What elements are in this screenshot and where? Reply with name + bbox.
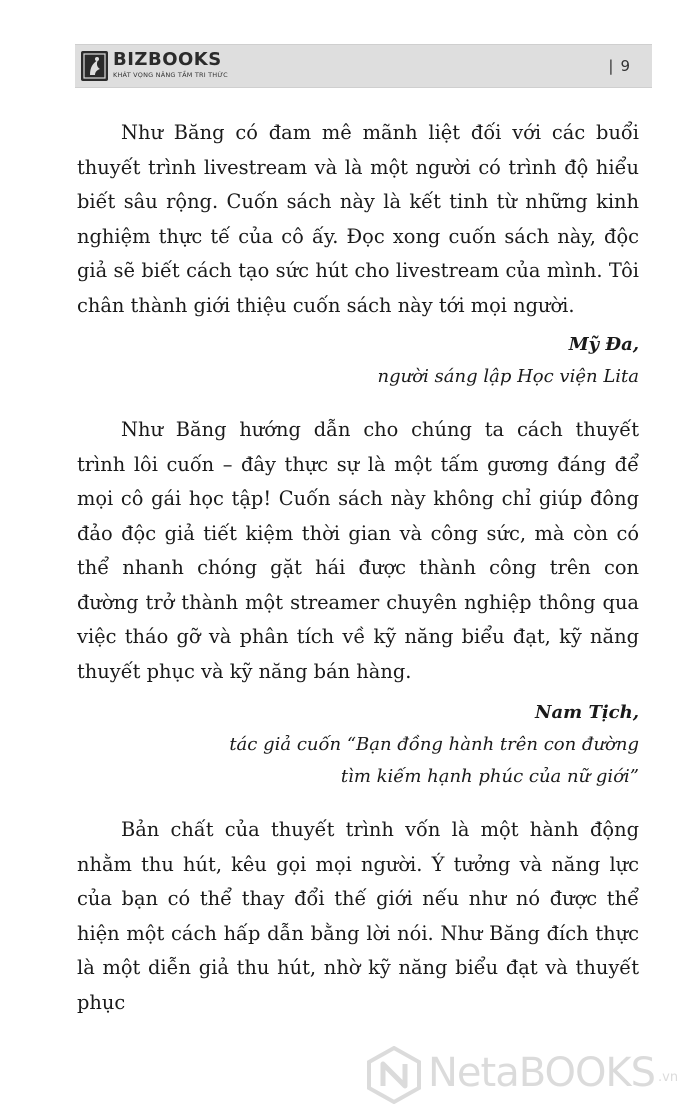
paragraph-1: Như Băng có đam mê mãnh liệt đối với các buổi thuyết trình livestream và là một người có trình độ hiểu biết sâu rộng. Cuốn sách này là kết tinh từ những kinh nghiệm thực tế của cô ấy. Đọc xong cuốn sách này, độc giả sẽ biết cách tạo sức hút cho livestream của mình. Tôi chân thành giới thiệu cuốn sách này tới mọi người. — [77, 121, 639, 317]
signature-title-line: tìm kiếm hạnh phúc của nữ giới” — [340, 766, 639, 787]
brand-name: BIZBOOKS — [113, 49, 222, 70]
signature-2 — [77, 697, 639, 793]
page-body — [77, 116, 639, 1020]
netabooks-watermark — [366, 1042, 686, 1104]
netabooks-logo-icon — [366, 1046, 422, 1104]
watermark-suffix: .vn — [658, 1070, 679, 1085]
paragraph-3: Bản chất của thuyết trình vốn là một hành động nhằm thu hút, kêu gọi mọi người. Ý tưởng và năng lực của bạn có thể thay đổi thế giới nếu như nó được thể hiện một cách hấp dẫn bằng lời nói. Như Băng đích thực là một diễn giả thu hút, nhờ kỹ năng biểu đạt và thuyết phục — [77, 818, 639, 1014]
page-separator: | — [608, 57, 614, 75]
signature-1 — [77, 329, 639, 393]
signature-title: người sáng lập Học viện Lita — [377, 366, 639, 387]
bizbooks-logo-icon — [81, 51, 108, 81]
page-number-block — [608, 57, 630, 75]
watermark-text: NetaBOOKS — [428, 1050, 656, 1096]
signature-title-line: tác giả cuốn “Bạn đồng hành trên con đường — [229, 734, 639, 755]
paragraph-2: Như Băng hướng dẫn cho chúng ta cách thuyết trình lôi cuốn – đây thực sự là một tấm gương đáng để mọi cô gái học tập! Cuốn sách này không chỉ giúp đông đảo độc giả tiết kiệm thời gian và công sức, mà còn có thể nhanh chóng gặt hái được thành công trên con đường trở thành một streamer chuyên nghiệp thông qua việc tháo gỡ và phân tích về kỹ năng biểu đạt, kỹ năng thuyết phục và kỹ năng bán hàng. — [77, 418, 639, 683]
brand-tagline: KHÁT VỌNG NÂNG TẦM TRI THỨC — [113, 71, 228, 79]
signature-name: Mỹ Đa, — [568, 334, 639, 355]
page-header — [75, 44, 652, 88]
signature-name: Nam Tịch, — [535, 702, 639, 723]
page-number: 9 — [620, 57, 630, 75]
